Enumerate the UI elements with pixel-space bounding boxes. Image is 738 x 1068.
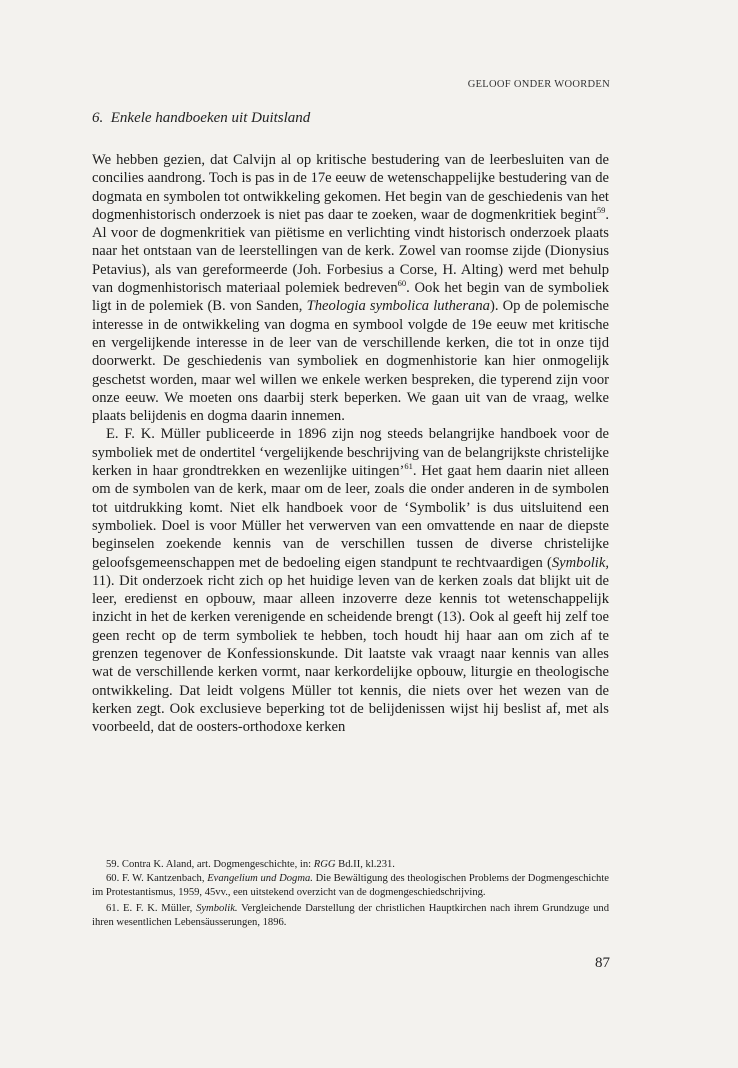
paragraph-2	[92, 425, 609, 736]
paragraph-1	[92, 151, 609, 425]
footnote-61	[92, 902, 609, 930]
footnote-ref-60: 60	[397, 278, 407, 289]
section-number: 6.	[92, 110, 104, 126]
footnote-59	[92, 858, 609, 872]
footnote-60-number: 60.	[106, 873, 120, 885]
footnotes	[92, 858, 609, 930]
body-text	[92, 151, 609, 737]
section-title: Enkele handboeken uit Duitsland	[110, 110, 311, 126]
footnote-61-number: 61.	[106, 902, 120, 914]
paragraph-1-text-c: . Ook het begin van de symboliek ligt in de polemiek (B. von Sanden,	[92, 280, 609, 315]
footnote-61-text-b: Vergleichende Darstellung der christlichen Hauptkirchen nach ihrem Grundzuge und ihren wesentlichen Lebensäusserungen, 1896.	[92, 902, 609, 928]
paragraph-1-italic-title: Theologia symbolica lutherana	[306, 298, 490, 315]
footnote-60-text-a: F. W. Kantzenbach,	[121, 873, 208, 885]
footnote-61-italic: Symbolik.	[196, 902, 238, 914]
running-head: GELOOF ONDER WOORDEN	[467, 79, 610, 90]
footnote-60-italic: Evangelium und Dogma.	[207, 873, 313, 885]
footnote-61-text-a: E. F. K. Müller,	[122, 902, 197, 914]
section-heading	[92, 110, 310, 127]
footnote-59-text-b: Bd.II, kl.231.	[335, 859, 395, 870]
paragraph-2-italic-title: Symbolik,	[551, 554, 609, 571]
footnote-ref-59: 59	[596, 205, 606, 216]
paragraph-1-text-b: . Al voor de dogmenkritiek van piëtisme en verlichting vindt historisch onderzoek plaats naar het ontstaan van de leerstellingen van de kerk. Zowel van roomse zijde (Dionysius Petavius), als van gereformeerde (Joh. Forbesius a Corse, H. Alting) werd met behulp van dogmenhistorisch materiaal polemiek bedreven	[92, 206, 609, 297]
page-number: 87	[595, 955, 610, 971]
paragraph-1-text-a: We hebben gezien, dat Calvijn al op kritische bestudering van de leerbesluiten van de concilies aandrong. Toch is pas in de 17e eeuw de wetenschappelijke bestudering van de dogmata en symbolen tot ontwikkeling gekomen. Het begin van de geschiedenis van het dogmenhistorisch onderzoek is niet pas daar te zoeken, waar de dogmenkritiek begint	[92, 152, 609, 223]
footnote-59-italic: RGG	[313, 859, 336, 870]
paragraph-2-text-c: 11). Dit onderzoek richt zich op het huidige leven van de kerken zoals dat blijkt uit de leer, eredienst en opbouw, maar alleen inzoverre deze kennis tot wetenschappelijk inzicht in het de kerken verenigende en scheidende brengt (13). Ook al geeft hij zelf toe geen recht op de term symboliek te hebben, toch houdt hij haar aan om zich af te grenzen tegenover de Konfessionskunde. Dit laatste vak vraagt naar kennis van alles wat de verschillende kerken vormt, naar kerkordelijke opbouw, liturgie en theologische ontwikkeling. Dat leidt volgens Müller tot kennis, die niets over het wezen van de kerken zegt. Ook exclusieve beperking tot de belijdenissen wijst hij beslist af, met als voorbeeld, dat de oosters-orthodoxe kerken	[92, 572, 609, 736]
footnote-ref-61: 61	[404, 461, 413, 472]
paragraph-1-text-d: ). Op de polemische interesse in de ontwikkeling van dogma en symbool volgde de 19e eeuw met kritische en vergelijkende interesse in de leer van de verschillende kerken, die tot in onze tijd doorwerkt. De geschiedenis van symboliek en dogmenhistorie kan hier onmogelijk geschetst worden, maar wel willen we enkele werken bespreken, die typerend zijn voor onze eeuw. We moeten ons daarbij sterk beperken. We gaan uit van de vraag, welke plaats belijdenis en dogma daarin innemen.	[92, 298, 609, 425]
footnote-60	[92, 872, 609, 900]
footnote-59-text-a: Contra K. Aland, art. Dogmengeschichte, in:	[121, 859, 314, 870]
footnote-60-text-b: Die Bewältigung des theologischen Problems der Dogmengeschichte im Protestantismus, 1959, 45vv., een uitstekend overzicht van de dogmengeschiedschrijving.	[92, 873, 609, 899]
paragraph-2-text-a: E. F. K. Müller publiceerde in 1896 zijn nog steeds belangrijke handboek voor de symboliek met de ondertitel ‘vergelijkende beschrijving van de belangrijkste christelijke kerken in haar grondtrekken en wezenlijke uitingen’	[92, 426, 609, 480]
paragraph-2-text-b: . Het gaat hem daarin niet alleen om de symbolen van de kerk, maar om de leer, zoals die onder anderen in de symbolen tot uitdrukking komt. Niet elk handboek voor de ‘Symbolik’ is dus uitsluitend een symboliek. Doel is voor Müller het verwerven van een omvattende en naar de diepste beginselen zoekende kennis van de verschillen tussen de diverse christelijke geloofsgemeenschappen met de bedoeling eigen standpunt te rechtvaardigen (	[92, 463, 609, 571]
footnote-59-number: 59.	[106, 859, 120, 870]
